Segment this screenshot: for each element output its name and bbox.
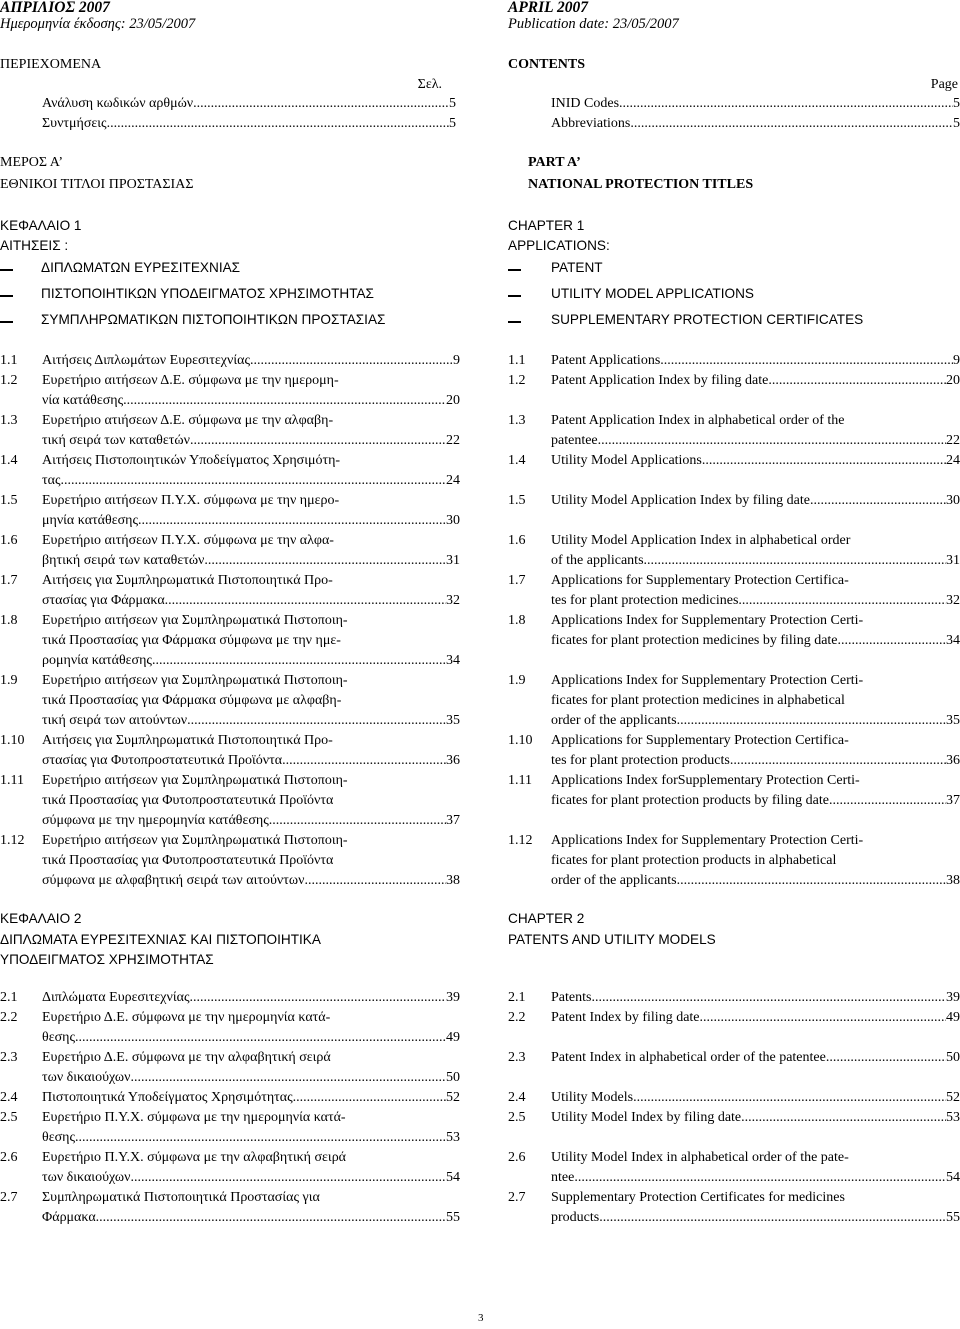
toc-entry-right-2-3-last-line-page: 50 [946, 1050, 960, 1065]
toc-entry-right-2-4-last-line-page: 52 [946, 1090, 960, 1105]
toc-entry-left-2-2-last-line-text: θεσης [42, 1030, 75, 1045]
toc-entry-right-1-5-last-line [551, 493, 960, 509]
toc-entry-left-1-4-last-line-leader [61, 473, 446, 489]
toc-entry-left-1-11-line: Ευρετήριο αιτήσεων για Συμπληρωματικά Πιστοποιη- [42, 773, 348, 788]
toc-entry-right-1-1-number: 1.1 [508, 353, 526, 368]
toc-entry-right-1-7-number: 1.7 [508, 573, 526, 588]
toc-entry-right-2-5-number: 2.5 [508, 1110, 526, 1125]
toc-entry-right-1-3-last-line-leader [598, 433, 946, 449]
toc-entry-right-1-9-last-line-leader [677, 713, 946, 729]
toc-entry-right-1-6-last-line [551, 553, 960, 569]
toc-entry-right-2-6-last-line-text: ntee [551, 1170, 575, 1185]
toc-entry-left-2-6-last-line-page: 54 [446, 1170, 460, 1185]
toc-entry-right-1-2-last-line-leader [768, 373, 946, 389]
toc-entry-right-2-7-last-line-leader [599, 1210, 946, 1226]
bullet-item-left-1: ΔΙΠΛΩΜΑΤΩΝ ΕΥΡΕΣΙΤΕΧΝΙΑΣ [41, 260, 241, 275]
bullet-dash-icon [0, 269, 13, 271]
front-item-left-2 [42, 116, 456, 136]
bullet-item-left-2: ΠΙΣΤΟΠΟΙΗΤΙΚΩΝ ΥΠΟΔΕΙΓΜΑΤΟΣ ΧΡΗΣΙΜΟΤΗΤΑΣ [41, 286, 374, 301]
contents-title-gr: ΠΕΡΙΕΧΟΜΕΝΑ [0, 57, 102, 72]
front-list-en [551, 96, 960, 136]
header-title-gr: ΑΠΡΙΛΙΟΣ 2007 [0, 0, 110, 16]
toc-entry-right-1-8-last-line [551, 633, 960, 649]
bullet-dash-icon [508, 269, 521, 271]
toc-entry-left-2-6-last-line-text: των δικαιούχων [42, 1170, 131, 1185]
toc-entry-left-2-7-number: 2.7 [0, 1190, 18, 1205]
toc-entry-right-1-10-last-line-leader [730, 753, 946, 769]
toc-entry-left-1-12-last-line-text: σύμφωνα με αλφαβητική σειρά των αιτούντων [42, 873, 305, 888]
toc-entry-left-2-1-last-line-text: Διπλώματα Ευρεσιτεχνίας [42, 990, 190, 1005]
front-item-left-1-leader [193, 96, 449, 112]
toc-entry-left-1-6-last-line-page: 31 [446, 553, 460, 568]
toc-entry-left-2-2-line: Ευρετήριο Δ.Ε. σύμφωνα με την ημερομηνία κατά- [42, 1010, 331, 1025]
toc-entry-left-1-5-last-line-leader [138, 513, 446, 529]
toc-entry-right-1-11-last-line-leader [829, 793, 946, 809]
toc-entry-right-1-5-last-line-leader [810, 493, 946, 509]
toc-entry-left-1-2-last-line-text: νία κατάθεσης [42, 393, 124, 408]
header-date-en: Publication date: 23/05/2007 [508, 16, 679, 32]
toc-entry-left-1-1-number: 1.1 [0, 353, 18, 368]
toc-entry-left-2-2-last-line-leader [75, 1030, 446, 1046]
toc-entry-right-2-2-last-line-leader [700, 1010, 946, 1026]
bullet-dash-icon [0, 321, 13, 323]
toc-entry-left-1-3-line: Ευρετήριο ατιήσεων Δ.Ε. σύμφωνα με την αλφαβη- [42, 413, 334, 428]
toc-entry-right-1-6-last-line-leader [644, 553, 946, 569]
toc-entry-left-1-12-last-line-leader [304, 873, 446, 889]
toc-entry-left-2-4-last-line-page: 52 [446, 1090, 460, 1105]
toc-entry-right-1-1-last-line-text: Patent Applications [551, 353, 661, 368]
toc-entry-right-1-12-last-line-text: order of the applicants [551, 873, 677, 888]
toc-entry-left-1-10-line: Αιτήσεις για Συμπληρωματικά Πιστοποιητικά Προ- [42, 733, 333, 748]
part-label-gr: ΜΕΡΟΣ Α’ [0, 155, 64, 170]
toc-entry-left-2-5-last-line-page: 53 [446, 1130, 460, 1145]
toc-entry-right-1-10-last-line-page: 36 [946, 753, 960, 768]
bullet-dash-icon [508, 321, 521, 323]
toc-entry-left-1-9-last-line-text: τική σειρά των αιτούντων [42, 713, 188, 728]
front-item-left-2-leader [107, 116, 449, 132]
toc-entry-right-2-6-line: Utility Model Index in alphabetical order of the pate- [551, 1150, 849, 1165]
chapter1-label-gr: ΚΕΦΑΛΑΙΟ 1 [0, 218, 82, 233]
chapter2-title-line1-gr: ΔΙΠΛΩΜΑΤΑ ΕΥΡΕΣΙΤΕΧΝΙΑΣ ΚΑΙ ΠΙΣΤΟΠΟΙΗΤΙΚΑ [0, 932, 321, 947]
front-item-right-1-leader [619, 96, 953, 112]
toc-entry-left-1-6-last-line-text: βητική σειρά των καταθετών [42, 553, 205, 568]
toc-entry-right-1-2-last-line [551, 373, 960, 389]
toc-entry-left-2-3-last-line-leader [130, 1070, 446, 1086]
toc-entry-right-1-8-number: 1.8 [508, 613, 526, 628]
front-item-right-2-text: Abbreviations [551, 116, 631, 131]
toc-entry-left-2-6-last-line-leader [130, 1170, 446, 1186]
chapter2-title-line2-gr: ΥΠΟΔΕΙΓΜΑΤΟΣ ΧΡΗΣΙΜΟΤΗΤΑΣ [0, 952, 214, 967]
toc-entry-right-1-4-number: 1.4 [508, 453, 526, 468]
toc-entry-left-2-1-last-line [42, 990, 460, 1006]
toc-entry-right-2-7-number: 2.7 [508, 1190, 526, 1205]
toc-entry-left-2-4-last-line [42, 1090, 460, 1106]
toc-entry-left-1-8-line: Ευρετήριο αιτήσεων για Συμπληρωματικά Πιστοποιη- [42, 613, 348, 628]
page-label-gr: Σελ. [417, 77, 442, 92]
toc-entry-left-1-10-last-line-page: 36 [446, 753, 460, 768]
toc-entry-left-2-6-last-line [42, 1170, 460, 1186]
toc-entry-right-2-2-last-line-page: 49 [946, 1010, 960, 1025]
toc-entry-right-1-3-number: 1.3 [508, 413, 526, 428]
toc-entry-right-2-4-last-line-text: Utility Models [551, 1090, 634, 1105]
toc-entry-right-2-5-last-line-text: Utility Model Index by filing date [551, 1110, 742, 1125]
toc-entry-right-1-12-last-line-page: 38 [946, 873, 960, 888]
toc-entry-right-1-6-line: Utility Model Application Index in alphabetical order [551, 533, 851, 548]
toc-entry-left-2-7-last-line-page: 55 [446, 1210, 460, 1225]
toc-entry-left-1-11-last-line [42, 813, 460, 829]
part-label-en: PART A’ [528, 155, 581, 170]
page-label-en: Page [930, 77, 958, 92]
toc-entry-left-1-10-last-line [42, 753, 460, 769]
toc-entry-left-1-11-last-line-leader [269, 813, 446, 829]
part-title-gr: ΕΘΝΙΚΟΙ ΤΙΤΛΟΙ ΠΡΟΣΤΑΣΙΑΣ [0, 177, 194, 192]
front-item-right-2 [551, 116, 960, 136]
toc-entry-right-1-2-last-line-text: Patent Application Index by filing date [551, 373, 769, 388]
toc-entry-left-1-2-last-line-page: 20 [446, 393, 460, 408]
toc-entry-right-2-1-last-line-text: Patents [551, 990, 592, 1005]
toc-entry-left-1-4-number: 1.4 [0, 453, 18, 468]
toc-entry-left-1-2-line: Ευρετήριο αιτήσεων Δ.Ε. σύμφωνα με την ημερομη- [42, 373, 339, 388]
toc-entry-left-1-4-last-line-page: 24 [446, 473, 460, 488]
toc-entry-right-1-4-last-line-leader [702, 453, 946, 469]
toc-entry-right-1-3-last-line-page: 22 [946, 433, 960, 448]
toc-entry-right-1-12-line: ficates for plant protection products in alphabetical [551, 853, 837, 868]
toc-entry-right-1-7-last-line-text: tes for plant protection medicines [551, 593, 739, 608]
toc-entry-left-1-9-last-line-leader [187, 713, 446, 729]
toc-entry-left-2-1-number: 2.1 [0, 990, 18, 1005]
toc-entry-left-1-10-last-line-leader [282, 753, 446, 769]
front-item-left-2-text: Συντμήσεις [42, 116, 107, 131]
toc-entry-left-2-3-last-line-text: των δικαιούχων [42, 1070, 131, 1085]
toc-entry-left-1-2-last-line-leader [123, 393, 446, 409]
front-list-gr [42, 96, 456, 136]
toc-entry-left-1-5-last-line [42, 513, 460, 529]
toc-entry-right-1-1-last-line-leader [660, 353, 953, 369]
toc-entry-right-1-9-line: ficates for plant protection medicines in alphabetical [551, 693, 845, 708]
toc-entry-right-2-6-number: 2.6 [508, 1150, 526, 1165]
toc-entry-left-1-4-last-line-text: τας [42, 473, 61, 488]
toc-entry-left-1-3-last-line-leader [190, 433, 446, 449]
toc-entry-right-1-11-last-line [551, 793, 960, 809]
toc-entry-right-1-8-last-line-leader [838, 633, 946, 649]
toc-entry-right-1-9-last-line-text: order of the applicants [551, 713, 677, 728]
toc-entry-right-1-6-last-line-page: 31 [946, 553, 960, 568]
toc-entry-right-1-12-line: Applications Index for Supplementary Protection Certi- [551, 833, 864, 848]
front-item-left-1-text: Ανάλυση κωδικών αρθμών [42, 96, 194, 111]
toc-entry-left-1-7-last-line-leader [165, 593, 446, 609]
toc-entry-right-1-3-line: Patent Application Index in alphabetical order of the [551, 413, 845, 428]
toc-entry-left-1-12-last-line [42, 873, 460, 889]
toc-entry-left-1-11-line: τικά Προστασίας για Φυτοπροστατευτικά Προϊόντα [42, 793, 334, 808]
toc-entry-right-1-8-last-line-page: 34 [946, 633, 960, 648]
toc-entry-left-1-12-line: Ευρετήριο αιτήσεων για Συμπληρωματικά Πιστοποιη- [42, 833, 348, 848]
header-date-gr: Ημερομηνία έκδοσης: 23/05/2007 [0, 16, 196, 32]
toc-entry-left-2-5-number: 2.5 [0, 1110, 18, 1125]
bullet-item-right-2: UTILITY MODEL APPLICATIONS [551, 286, 754, 301]
toc-entry-right-2-3-number: 2.3 [508, 1050, 526, 1065]
toc-entry-right-1-4-last-line [551, 453, 960, 469]
toc-entry-left-1-7-last-line [42, 593, 460, 609]
toc-entry-left-2-4-number: 2.4 [0, 1090, 18, 1105]
toc-entry-right-1-8-line: Applications Index for Supplementary Protection Certi- [551, 613, 864, 628]
bullet-item-left-3: ΣΥΜΠΛΗΡΩΜΑΤΙΚΩΝ ΠΙΣΤΟΠΟΙΗΤΙΚΩΝ ΠΡΟΣΤΑΣΙΑΣ [41, 312, 386, 327]
toc-entry-right-1-2-last-line-page: 20 [946, 373, 960, 388]
toc-entry-right-2-4-last-line [551, 1090, 960, 1106]
toc-entry-left-2-2-number: 2.2 [0, 1010, 18, 1025]
toc-entry-left-2-3-number: 2.3 [0, 1050, 18, 1065]
toc-entry-right-1-9-last-line [551, 713, 960, 729]
toc-entry-left-2-4-last-line-text: Πιστοποιητικά Υποδείγματος Χρησιμότητας [42, 1090, 293, 1105]
toc-entry-right-2-5-last-line-page: 53 [946, 1110, 960, 1125]
toc-entry-left-2-3-last-line-page: 50 [446, 1070, 460, 1085]
toc-entry-left-1-6-number: 1.6 [0, 533, 18, 548]
toc-entry-left-1-7-line: Αιτήσεις για Συμπληρωματικά Πιστοποιητικά Προ- [42, 573, 333, 588]
toc-entry-left-2-6-number: 2.6 [0, 1150, 18, 1165]
toc-entry-left-1-6-line: Ευρετήριο αιτήσεων Π.Υ.Χ. σύμφωνα με την αλφα- [42, 533, 334, 548]
toc-entry-right-1-9-last-line-page: 35 [946, 713, 960, 728]
toc-entry-left-1-3-last-line [42, 433, 460, 449]
toc-entry-right-2-3-last-line-leader [826, 1050, 946, 1066]
toc-entry-left-2-3-last-line [42, 1070, 460, 1086]
toc-entry-left-1-9-last-line-page: 35 [446, 713, 460, 728]
toc-entry-right-1-4-last-line-text: Utility Model Applications [551, 453, 702, 468]
toc-entry-right-2-1-number: 2.1 [508, 990, 526, 1005]
toc-entry-right-2-2-last-line [551, 1010, 960, 1026]
toc-entry-left-1-8-last-line-leader [152, 653, 446, 669]
contents-title-en: CONTENTS [508, 57, 586, 72]
toc-entry-right-1-12-last-line-leader [677, 873, 946, 889]
toc-entry-right-2-2-last-line-text: Patent Index by filing date [551, 1010, 700, 1025]
front-item-left-1 [42, 96, 456, 116]
toc-entry-left-1-9-line: τικά Προστασίας για Φάρμακα σύμφωνα με αλφαβη- [42, 693, 342, 708]
toc-entry-left-2-2-last-line [42, 1030, 460, 1046]
chapter1-label-en: CHAPTER 1 [508, 218, 585, 233]
toc-entry-left-1-8-line: τικά Προστασίας για Φάρμακα σύμφωνα με την ημε- [42, 633, 341, 648]
toc-entry-left-2-7-last-line-leader [96, 1210, 446, 1226]
toc-entry-right-2-2-number: 2.2 [508, 1010, 526, 1025]
toc-entry-left-1-6-last-line-leader [204, 553, 446, 569]
toc-entry-right-1-10-number: 1.10 [508, 733, 533, 748]
applications-label-en: APPLICATIONS: [508, 238, 610, 253]
toc-entry-left-1-9-line: Ευρετήριο αιτήσεων για Συμπληρωματικά Πιστοποιη- [42, 673, 348, 688]
toc-entry-right-1-9-line: Applications Index for Supplementary Protection Certi- [551, 673, 864, 688]
toc-entry-right-2-1-last-line-leader [591, 990, 946, 1006]
toc-entry-right-1-7-line: Applications for Supplementary Protection Certifica- [551, 573, 849, 588]
toc-entry-left-1-2-last-line [42, 393, 460, 409]
toc-entry-left-1-5-number: 1.5 [0, 493, 18, 508]
toc-entry-right-2-7-last-line [551, 1210, 960, 1226]
toc-entry-left-1-11-last-line-page: 37 [446, 813, 460, 828]
toc-entry-left-1-8-last-line-page: 34 [446, 653, 460, 668]
toc-entry-right-1-11-number: 1.11 [508, 773, 532, 788]
toc-entry-left-2-5-line: Ευρετήριο Π.Υ.Χ. σύμφωνα με την ημερομηνία κατά- [42, 1110, 346, 1125]
toc-entry-right-1-7-last-line [551, 593, 960, 609]
front-item-left-2-page: 5 [449, 116, 456, 131]
front-item-right-2-page: 5 [953, 116, 960, 131]
part-title-en: NATIONAL PROTECTION TITLES [528, 177, 754, 192]
toc-entry-left-1-10-number: 1.10 [0, 733, 25, 748]
front-item-right-2-leader [630, 116, 953, 132]
toc-entry-left-1-9-number: 1.9 [0, 673, 18, 688]
toc-entry-right-1-6-last-line-text: of the applicants [551, 553, 644, 568]
toc-entry-right-2-1-last-line [551, 990, 960, 1006]
toc-entry-left-2-1-last-line-page: 39 [446, 990, 460, 1005]
toc-entry-left-2-4-last-line-leader [293, 1090, 446, 1106]
toc-entry-left-1-2-number: 1.2 [0, 373, 18, 388]
toc-entry-left-2-6-line: Ευρετήριο Π.Υ.Χ. σύμφωνα με την αλφαβητική σειρά [42, 1150, 347, 1165]
toc-entry-right-1-7-last-line-leader [738, 593, 946, 609]
toc-entry-right-1-8-last-line-text: ficates for plant protection medicines by filing date [551, 633, 838, 648]
toc-entry-left-2-5-last-line-leader [75, 1130, 446, 1146]
toc-entry-right-1-11-last-line-page: 37 [946, 793, 960, 808]
toc-entry-right-2-6-last-line-leader [574, 1170, 946, 1186]
toc-entry-left-1-1-last-line-leader [250, 353, 453, 369]
toc-entry-right-1-9-number: 1.9 [508, 673, 526, 688]
toc-entry-right-1-4-last-line-page: 24 [946, 453, 960, 468]
toc-entry-right-2-7-last-line-text: products [551, 1210, 600, 1225]
toc-entry-left-1-5-last-line-page: 30 [446, 513, 460, 528]
toc-entry-left-1-7-last-line-text: στασίας για Φάρμακα [42, 593, 165, 608]
toc-entry-right-1-5-number: 1.5 [508, 493, 526, 508]
toc-entry-left-1-8-last-line-text: ρομηνία κατάθεσης [42, 653, 152, 668]
front-item-left-1-page: 5 [449, 96, 456, 111]
toc-entry-right-1-6-number: 1.6 [508, 533, 526, 548]
toc-entry-right-1-5-last-line-page: 30 [946, 493, 960, 508]
toc-entry-left-1-6-last-line [42, 553, 460, 569]
toc-entry-left-1-7-number: 1.7 [0, 573, 18, 588]
toc-entry-right-1-11-line: Applications Index forSupplementary Protection Certi- [551, 773, 860, 788]
bullet-item-right-1: PATENT [551, 260, 603, 275]
toc-entry-right-2-5-last-line [551, 1110, 960, 1126]
toc-entry-left-1-1-last-line-page: 9 [453, 353, 460, 368]
applications-label-gr: ΑΙΤΗΣΕΙΣ : [0, 238, 69, 253]
header-title-en: APRIL 2007 [508, 0, 588, 16]
toc-entry-left-2-2-last-line-page: 49 [446, 1030, 460, 1045]
toc-entry-left-1-4-line: Αιτήσεις Πιστοποιητικών Υποδείγματος Χρησιμότη- [42, 453, 341, 468]
toc-entry-left-2-5-last-line-text: θεσης [42, 1130, 75, 1145]
toc-entry-right-2-7-line: Supplementary Protection Certificates for medicines [551, 1190, 845, 1205]
toc-entry-left-2-1-last-line-leader [190, 990, 447, 1006]
toc-entry-right-1-1-last-line-page: 9 [953, 353, 960, 368]
bullet-dash-icon [508, 295, 521, 297]
chapter2-title-en: PATENTS AND UTILITY MODELS [508, 932, 716, 947]
chapter2-label-gr: ΚΕΦΑΛΑΙΟ 2 [0, 911, 82, 926]
toc-entry-right-1-3-last-line-text: patentee [551, 433, 598, 448]
toc-entry-left-2-7-last-line [42, 1210, 460, 1226]
toc-entry-right-2-6-last-line [551, 1170, 960, 1186]
toc-entry-right-1-1-last-line [551, 353, 960, 369]
toc-entry-left-1-9-last-line [42, 713, 460, 729]
toc-entry-left-1-11-number: 1.11 [0, 773, 24, 788]
toc-entry-left-1-12-line: τικά Προστασίας για Φυτοπροστατευτικά Προϊόντα [42, 853, 334, 868]
toc-entry-left-1-4-last-line [42, 473, 460, 489]
front-item-right-1-text: INID Codes [551, 96, 620, 111]
toc-entry-left-1-3-last-line-text: τική σειρά των καταθετών [42, 433, 190, 448]
toc-entry-right-2-4-number: 2.4 [508, 1090, 526, 1105]
toc-entry-right-1-10-last-line-text: tes for plant protection products [551, 753, 730, 768]
toc-entry-right-1-11-last-line-text: ficates for plant protection products by filing date [551, 793, 829, 808]
toc-entry-left-2-7-line: Συμπληρωματικά Πιστοποιητικά Προστασίας για [42, 1190, 320, 1205]
toc-entry-right-1-12-last-line [551, 873, 960, 889]
toc-entry-left-1-8-number: 1.8 [0, 613, 18, 628]
toc-entry-right-1-3-last-line [551, 433, 960, 449]
toc-entry-left-1-3-last-line-page: 22 [446, 433, 460, 448]
toc-entry-right-1-2-number: 1.2 [508, 373, 526, 388]
toc-entry-left-1-7-last-line-page: 32 [446, 593, 460, 608]
toc-entry-right-2-1-last-line-page: 39 [946, 990, 960, 1005]
front-item-right-1-page: 5 [953, 96, 960, 111]
toc-entry-left-1-3-number: 1.3 [0, 413, 18, 428]
bullet-dash-icon [0, 295, 13, 297]
toc-entry-right-2-7-last-line-page: 55 [946, 1210, 960, 1225]
toc-entry-left-1-11-last-line-text: σύμφωνα με την ημερομηνία κατάθεσης [42, 813, 269, 828]
chapter2-label-en: CHAPTER 2 [508, 911, 585, 926]
toc-entry-right-2-3-last-line [551, 1050, 960, 1066]
toc-entry-left-1-5-line: Ευρετήριο αιτήσεων Π.Υ.Χ. σύμφωνα με την ημερο- [42, 493, 340, 508]
toc-entry-left-1-12-last-line-page: 38 [446, 873, 460, 888]
toc-entry-right-2-3-last-line-text: Patent Index in alphabetical order of the patentee [551, 1050, 826, 1065]
toc-entry-right-1-10-line: Applications for Supplementary Protection Certifica- [551, 733, 849, 748]
toc-entry-right-2-5-last-line-leader [741, 1110, 946, 1126]
toc-entry-right-1-7-last-line-page: 32 [946, 593, 960, 608]
toc-entry-right-2-6-last-line-page: 54 [946, 1170, 960, 1185]
toc-entry-right-1-10-last-line [551, 753, 960, 769]
toc-entry-left-1-5-last-line-text: μηνία κατάθεσης [42, 513, 138, 528]
bullet-item-right-3: SUPPLEMENTARY PROTECTION CERTIFICATES [551, 312, 864, 327]
toc-entry-left-1-1-last-line-text: Αιτήσεις Διπλωμάτων Ευρεσιτεχνίας [42, 353, 250, 368]
toc-entry-left-1-12-number: 1.12 [0, 833, 25, 848]
toc-entry-right-1-5-last-line-text: Utility Model Application Index by filing date [551, 493, 810, 508]
toc-entry-left-1-8-last-line [42, 653, 460, 669]
front-item-right-1 [551, 96, 960, 116]
page-number: 3 [478, 1312, 484, 1324]
toc-entry-left-1-1-last-line [42, 353, 460, 369]
toc-entry-right-1-12-number: 1.12 [508, 833, 533, 848]
toc-entry-right-2-4-last-line-leader [633, 1090, 946, 1106]
toc-entry-left-2-5-last-line [42, 1130, 460, 1146]
toc-entry-left-1-10-last-line-text: στασίας για Φυτοπροστατευτικά Προϊόντα [42, 753, 283, 768]
toc-entry-left-2-7-last-line-text: Φάρμακα [42, 1210, 96, 1225]
toc-entry-left-2-3-line: Ευρετήριο Δ.Ε. σύμφωνα με την αλφαβητική σειρά [42, 1050, 331, 1065]
